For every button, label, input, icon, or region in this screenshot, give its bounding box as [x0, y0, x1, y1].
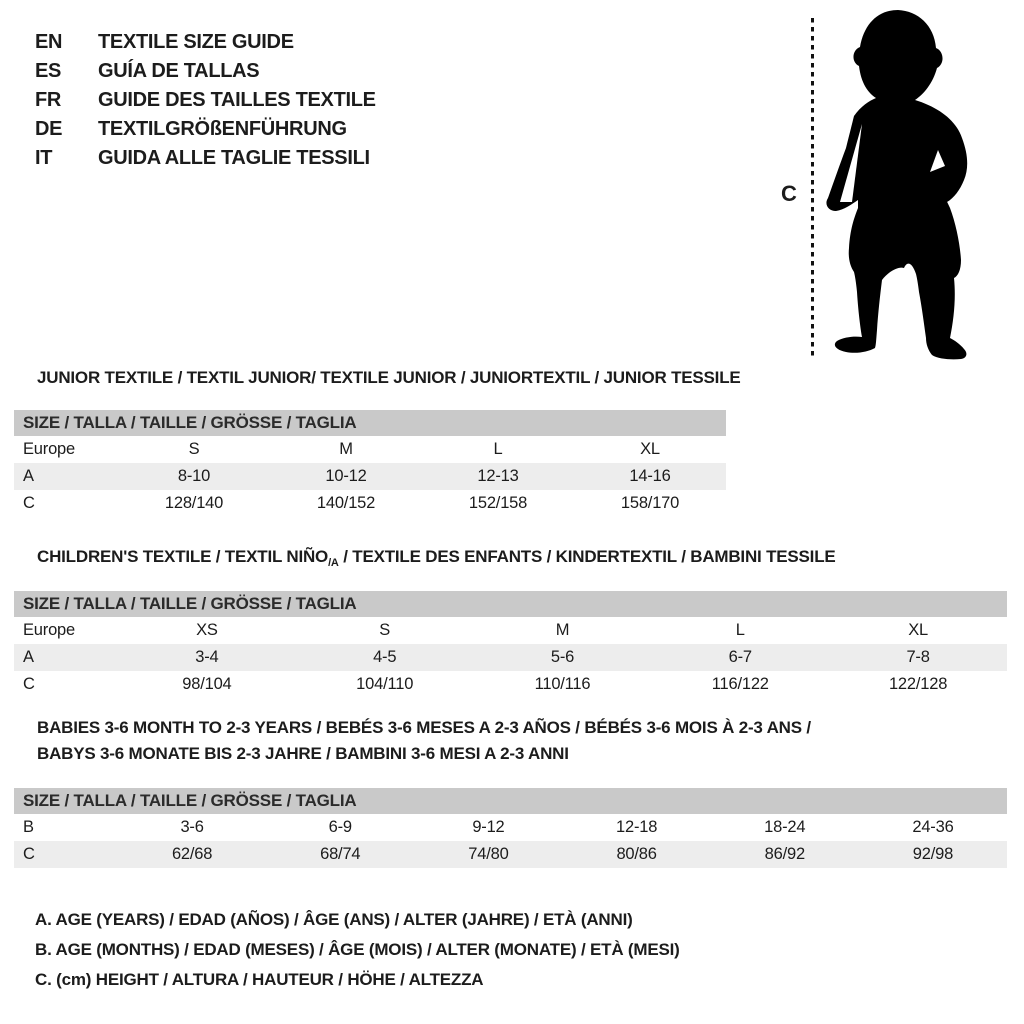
age-cell: 3-4	[195, 648, 219, 666]
size-cell: L	[493, 440, 503, 458]
size-cell: XL	[908, 621, 928, 639]
height-cell: 98/104	[182, 675, 232, 693]
height-cell: 110/116	[534, 675, 591, 693]
age-cell: 12-13	[477, 467, 519, 485]
children-section-heading	[37, 547, 836, 569]
children-heading-sub: /A	[328, 557, 339, 569]
row-label: Europe	[23, 440, 76, 458]
row-label: C	[23, 494, 35, 512]
junior-section-heading: JUNIOR TEXTILE / TEXTIL JUNIOR/ TEXTILE JUNIOR / JUNIORTEXTIL / JUNIOR TESSILE	[37, 368, 741, 387]
language-label: GUIDA ALLE TAGLIE TESSILI	[98, 147, 370, 169]
table-row-height	[14, 671, 1007, 698]
language-code: EN	[35, 31, 63, 53]
age-cell: 8-10	[177, 467, 211, 485]
row-label: C	[23, 675, 35, 693]
row-label: B	[23, 818, 34, 836]
size-cell: M	[555, 621, 570, 639]
table-row-age	[14, 463, 726, 490]
language-row	[35, 115, 376, 144]
height-cell: 116/122	[711, 675, 769, 693]
size-cell: M	[339, 440, 353, 458]
height-label-c: C	[781, 181, 797, 206]
babies-section-heading-line2: BABYS 3-6 MONATE BIS 2-3 JAHRE / BAMBINI 3-6 MESI A 2-3 ANNI	[37, 744, 569, 763]
legend-line-b: B. AGE (MONTHS) / EDAD (MESES) / ÂGE (MOIS) / ALTER (MONATE) / ETÀ (MESI)	[35, 940, 680, 959]
height-cell: 92/98	[912, 845, 954, 863]
legend-line-c: C. (cm) HEIGHT / ALTURA / HAUTEUR / HÖHE / ALTEZZA	[35, 970, 484, 989]
size-header-bar: SIZE / TALLA / TAILLE / GRÖSSE / TAGLIA	[14, 788, 1007, 814]
row-label: A	[23, 648, 34, 666]
language-code: IT	[35, 147, 53, 169]
age-cell: 5-6	[550, 648, 575, 666]
size-cell: XL	[640, 440, 660, 458]
height-cell: 140/152	[316, 494, 376, 512]
table-row-europe	[14, 617, 1007, 644]
age-cell: 10-12	[325, 467, 367, 485]
table-row-height	[14, 841, 1007, 868]
children-size-table	[14, 591, 1007, 698]
months-cell: 6-9	[328, 818, 352, 836]
row-label: A	[23, 467, 34, 485]
months-cell: 24-36	[912, 818, 954, 836]
row-label: Europe	[23, 621, 76, 639]
toddler-silhouette-icon	[818, 8, 984, 360]
size-header-bar: SIZE / TALLA / TAILLE / GRÖSSE / TAGLIA	[14, 410, 726, 436]
age-cell: 6-7	[728, 648, 752, 666]
babies-section-heading-line1: BABIES 3-6 MONTH TO 2-3 YEARS / BEBÉS 3-6 MESES A 2-3 AÑOS / BÉBÉS 3-6 MOIS À 2-3 ANS /	[37, 718, 811, 737]
months-cell: 12-18	[616, 818, 658, 836]
language-label: GUIDE DES TAILLES TEXTILE	[98, 89, 376, 111]
babies-size-table	[14, 788, 1007, 868]
height-measure-dotted-line	[811, 18, 814, 356]
language-row	[35, 144, 376, 173]
size-cell: S	[188, 440, 200, 458]
age-cell: 7-8	[906, 648, 930, 666]
height-cell: 86/92	[764, 845, 805, 863]
height-cell: 158/170	[620, 494, 680, 512]
height-cell: 74/80	[468, 845, 509, 863]
language-label: GUÍA DE TALLAS	[98, 60, 260, 82]
table-row-europe	[14, 436, 726, 463]
language-code: ES	[35, 60, 62, 82]
months-cell: 18-24	[764, 818, 806, 836]
legend-line-a: A. AGE (YEARS) / EDAD (AÑOS) / ÂGE (ANS) / ALTER (JAHRE) / ETÀ (ANNI)	[35, 910, 633, 929]
language-label: TEXTILGRÖßENFÜHRUNG	[98, 118, 347, 140]
size-cell: L	[735, 621, 745, 639]
language-row	[35, 86, 376, 115]
language-row	[35, 57, 376, 86]
size-cell: S	[379, 621, 391, 639]
children-heading-post: / TEXTILE DES ENFANTS / KINDERTEXTIL / BAMBINI TESSILE	[338, 547, 836, 566]
table-row-height	[14, 490, 726, 517]
months-cell: 9-12	[472, 818, 505, 836]
language-code: FR	[35, 89, 62, 111]
children-heading-pre: CHILDREN'S TEXTILE / TEXTIL NIÑO	[37, 547, 329, 566]
language-row	[35, 28, 376, 57]
height-cell: 104/110	[356, 675, 414, 693]
language-code: DE	[35, 118, 63, 140]
age-cell: 14-16	[629, 467, 671, 485]
size-cell: XS	[196, 621, 218, 639]
height-cell: 152/158	[468, 494, 528, 512]
height-cell: 122/128	[888, 675, 948, 693]
height-cell: 128/140	[164, 494, 224, 512]
table-row-age	[14, 644, 1007, 671]
height-cell: 62/68	[171, 845, 213, 863]
table-row-months	[14, 814, 1007, 841]
language-list	[35, 28, 376, 173]
months-cell: 3-6	[180, 818, 204, 836]
age-cell: 4-5	[373, 648, 397, 666]
height-cell: 80/86	[616, 845, 657, 863]
language-label: TEXTILE SIZE GUIDE	[98, 31, 294, 53]
size-header-bar: SIZE / TALLA / TAILLE / GRÖSSE / TAGLIA	[14, 591, 1007, 617]
row-label: C	[23, 845, 35, 863]
junior-size-table	[14, 410, 726, 517]
height-cell: 68/74	[320, 845, 361, 863]
